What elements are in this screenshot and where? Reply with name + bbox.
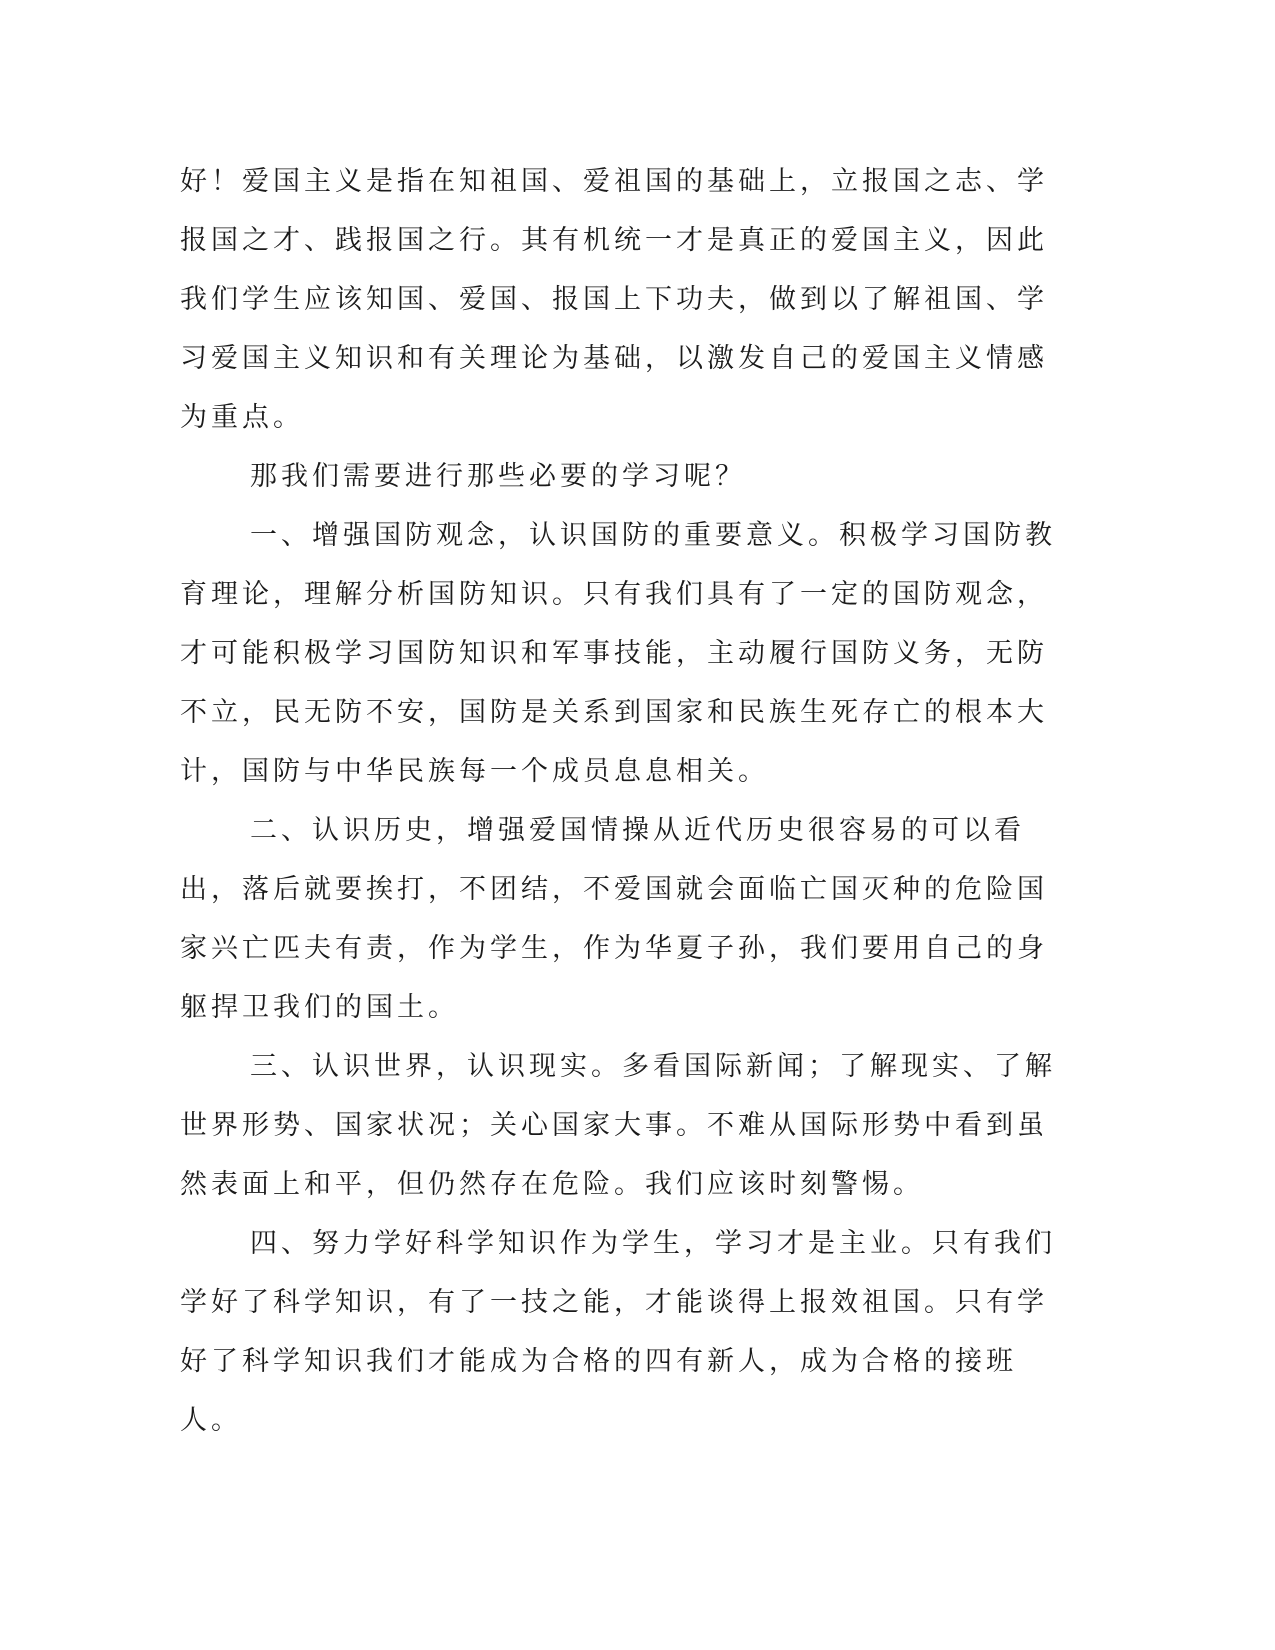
paragraph-point-two: 二、认识历史，增强爱国情操从近代历史很容易的可以看出，落后就要挨打，不团结，不爱国就会面临亡国灭种的危险国家兴亡匹夫有责，作为学生，作为华夏子孙，我们要用自己的身躯捍卫我们的国土。: [180, 815, 1048, 1023]
paragraph-point-one: 一、增强国防观念，认识国防的重要意义。积极学习国防教育理论，理解分析国防知识。只有我们具有了一定的国防观念，才可能积极学习国防知识和军事技能，主动履行国防义务，无防不立，民无防不安，国防是关系到国家和民族生死存亡的根本大计，国防与中华民族每一个成员息息相关。: [180, 520, 1056, 787]
paragraph-point-four: 四、努力学好科学知识作为学生，学习才是主业。只有我们学好了科学知识，有了一技之能，才能谈得上报效祖国。只有学好了科学知识我们才能成为合格的四有新人，成为合格的接班人。: [180, 1228, 1056, 1436]
document-body: [180, 152, 1060, 1450]
paragraph-continuation: 好！爱国主义是指在知祖国、爱祖国的基础上，立报国之志、学报国之才、践报国之行。其有机统一才是真正的爱国主义，因此我们学生应该知国、爱国、报国上下功夫，做到以了解祖国、学习爱国主义知识和有关理论为基础，以激发自己的爱国主义情感为重点。: [180, 166, 1048, 433]
paragraph-point-three: 三、认识世界，认识现实。多看国际新闻；了解现实、了解世界形势、国家状况；关心国家大事。不难从国际形势中看到虽然表面上和平，但仍然存在危险。我们应该时刻警惕。: [180, 1051, 1056, 1200]
paragraph-question: 那我们需要进行那些必要的学习呢？: [250, 461, 746, 492]
